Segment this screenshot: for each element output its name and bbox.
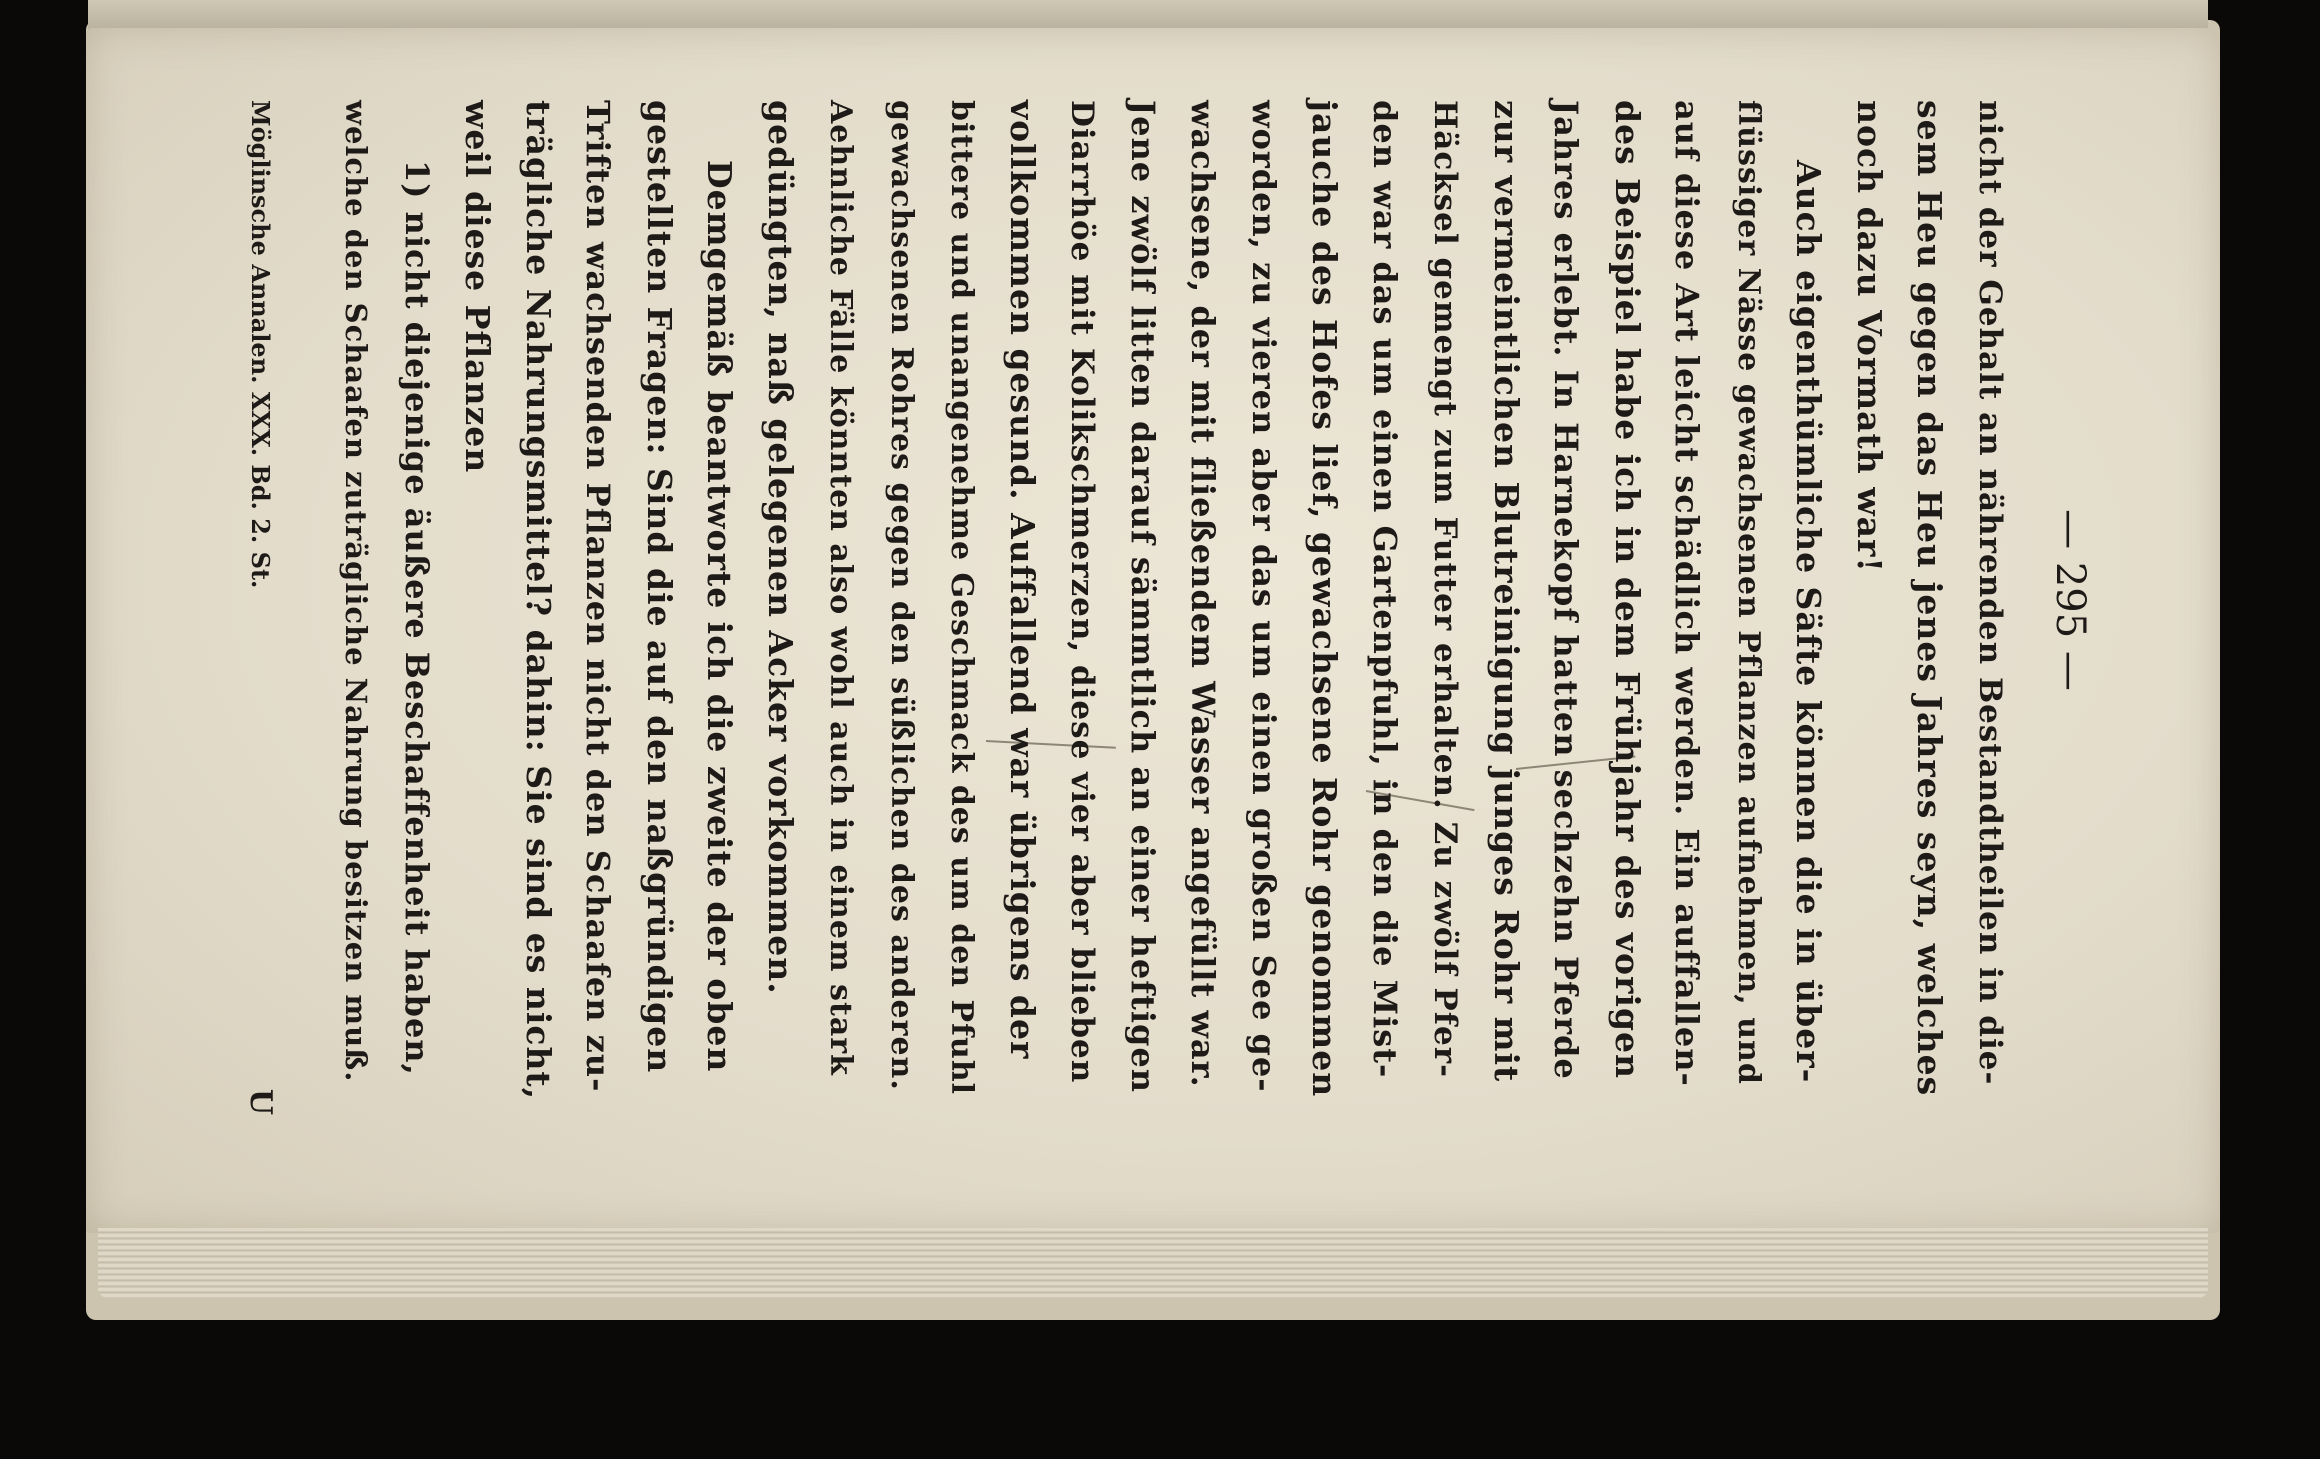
text-line: Aehnliche Fälle könnten also wohl auch in einem stark [823, 100, 859, 1076]
text-line: Auch eigenthümliche Säfte können die in über- [1789, 160, 1829, 1084]
text-line: gestellten Fragen: Sind die auf den naßgründigen [640, 100, 679, 1074]
body-text [326, 100, 2020, 1100]
text-line: auf diese Art leicht schädlich werden. Ein auffallen- [1668, 100, 1707, 1087]
text-line: gedüngten, naß gelegenen Acker vorkommen. [761, 100, 800, 995]
text-line: Diarrhöe mit Kolikschmerzen, diese vier aber blieben [1064, 100, 1101, 1084]
text-line: wachsene, der mit fließendem Wasser angefüllt war. [1184, 100, 1223, 1088]
text-line: den war das um einen Gartenpfuhl, in den die Mist- [1366, 100, 1404, 1079]
text-line: bittere und unangenehme Geschmack des um den Pfuhl [944, 100, 980, 1096]
text-line: vollkommen gesund. Auffallend war übrigens der [1003, 100, 1042, 1060]
text-line: noch dazu Vormath war! [1850, 100, 1889, 573]
text-line: zur vermeintlichen Blutreinigung junges Rohr mit [1487, 100, 1526, 1083]
text-line: 1) nicht diejenige äußere Beschaffenheit haben, [398, 160, 436, 1076]
text-line: Häcksel gemengt zum Futter erhalten. Zu zwölf Pfer- [1427, 100, 1464, 1078]
text-line: worden, zu vieren aber das um einen großen See ge- [1245, 100, 1283, 1093]
text-line: Jene zwölf litten darauf sämmtlich an einer heftigen [1124, 100, 1162, 1093]
text-line: jauche des Hofes lief, gewachsene Rohr genommen [1305, 100, 1345, 1098]
text-line: sem Heu gegen das Heu jenes Jahres seyn, welches [1910, 100, 1950, 1097]
page-edges [98, 1228, 2208, 1298]
catchword: U [243, 1088, 278, 1115]
text-line: gewachsenen Rohres gegen den süßlichen des anderen. [884, 100, 919, 1091]
text-line: weil diese Pflanzen [458, 100, 498, 474]
text-line: flüssiger Nässe gewachsenen Pflanzen aufnehmen, und [1731, 100, 1766, 1085]
text-line: trägliche Nahrungsmittel? dahin: Sie sind es nicht, [519, 100, 558, 1101]
text-line: Jahres erlebt. In Harnekopf hatten sechzehn Pferde [1547, 100, 1586, 1080]
page-number-header: — 295 — [2047, 509, 2093, 691]
text-line: Demgemäß beantworte ich die zweite der oben [700, 160, 740, 1073]
text-line: nicht der Gehalt an nährenden Bestandtheilen in die- [1972, 100, 2008, 1086]
text-line: Triften wachsenden Pflanzen nicht den Schaafen zu- [579, 100, 618, 1093]
text-line: des Beispiel habe ich in dem Frühjahr des vorigen [1608, 100, 1647, 1080]
page-text-block [220, 30, 2100, 1170]
page-footer [235, 30, 285, 1170]
text-line: welche den Schaafen zuträgliche Nahrung besitzen muß. [339, 100, 374, 1083]
signature-line: Möglinsche Annalen. XXX. Bd. 2. St. [246, 100, 275, 589]
